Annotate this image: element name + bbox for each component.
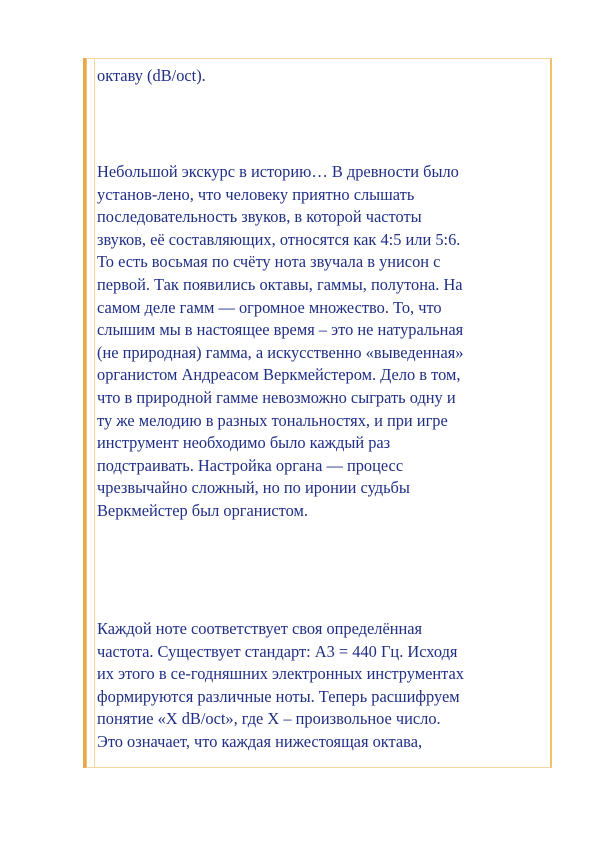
text-line: органистом Андреасом Веркмейстером. Дело в том, [97,365,461,385]
text-line: последовательность звуков, в которой частоты [97,207,422,227]
text-line: Это означает, что каждая нижестоящая октава, [97,731,423,751]
text-line: что в природной гамме невозможно сыграть одну и [97,387,456,407]
text-line: слышим мы в настоящее время – это не натуральная [97,320,464,340]
text-line: чрезвычайно сложный, но по иронии судьбы [97,478,410,498]
text-line: Веркмейстер был органистом. [97,500,308,520]
text-line: установ-лено, что человеку приятно слышать [97,184,415,204]
paragraph-3 [97,618,547,754]
text-line: ту же мелодию в разных тональностях, и при игре [97,410,448,430]
text-line: звуков, её составляющих, относятся как 4:5 или 5:6. [97,229,461,249]
paragraph-2 [97,161,547,523]
text-line: То есть восьмая по счёту нота звучала в унисон с [97,252,441,272]
left-accent-bar [83,58,86,768]
text-line: инструмент необходимо было каждый раз [97,433,391,453]
text-line: подстраивать. Настройка органа — процесс [97,455,404,475]
paragraph-1 [97,65,547,88]
text-line: их этого в се-годняшних электронных инструментах [97,664,464,684]
text-line: частота. Существует стандарт: A3 = 440 Гц. Исходя [97,641,458,661]
text-line: формируются различные ноты. Теперь расшифруем [97,686,460,706]
text-line: самом деле гамм — огромное множество. То, что [97,297,442,317]
inner-margin-line [94,58,95,768]
text-line: понятие «X dB/oct», где X – произвольное число. [97,709,441,729]
text-line: Небольшой экскурс в историю… В древности было [97,162,459,181]
text-line: Каждой ноте соответствует своя определённая [97,619,423,638]
text-line: (не природная) гамма, а искусственно «выведенная» [97,342,464,362]
text-line: октаву (dB/oct). [97,66,206,85]
text-line: первой. Так появились октавы, гаммы, полутона. На [97,274,463,294]
